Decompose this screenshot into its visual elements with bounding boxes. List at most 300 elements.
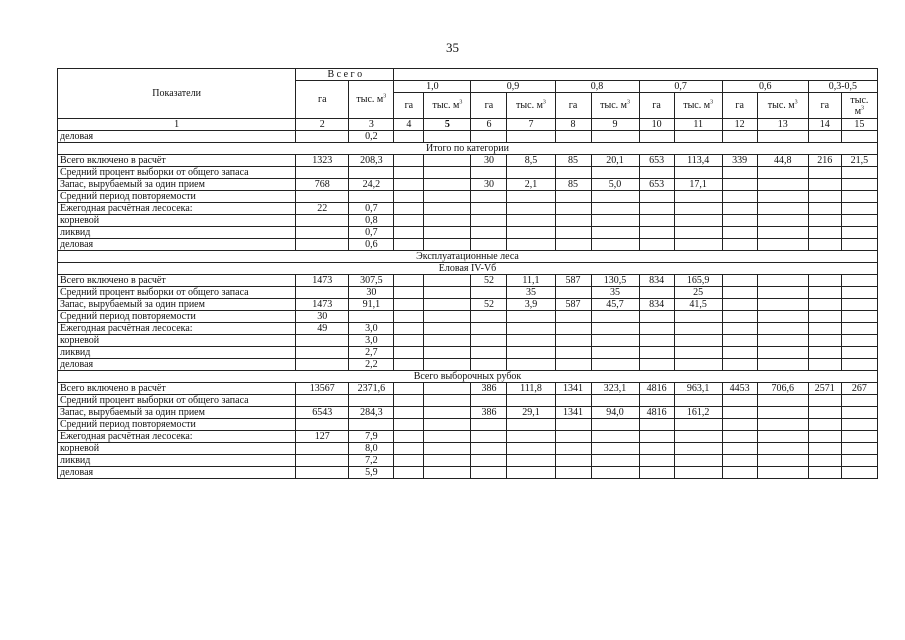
table-cell — [808, 227, 841, 239]
table-cell — [424, 359, 471, 371]
table-cell — [424, 419, 471, 431]
table-cell — [555, 455, 591, 467]
table-cell: 25 — [674, 287, 722, 299]
section-title-row — [58, 371, 878, 383]
table-cell — [757, 131, 808, 143]
table-row — [58, 359, 878, 371]
table-cell — [394, 287, 424, 299]
row-label: Ежегодная расчётная лесосека: — [58, 431, 296, 443]
row-label: Всего включено в расчёт — [58, 155, 296, 167]
table-cell — [296, 215, 349, 227]
table-cell: 22 — [296, 203, 349, 215]
table-cell — [507, 419, 555, 431]
table-cell — [841, 323, 877, 335]
table-cell — [507, 335, 555, 347]
table-cell — [722, 131, 757, 143]
table-cell — [722, 347, 757, 359]
table-cell — [507, 431, 555, 443]
section-title-row — [58, 263, 878, 275]
table-cell — [757, 455, 808, 467]
table-cell — [591, 239, 639, 251]
table-cell: 161,2 — [674, 407, 722, 419]
volume-subheader: тыс. $м^3$ — [507, 93, 555, 119]
table-cell — [471, 131, 507, 143]
table-cell — [639, 287, 674, 299]
ha-subheader: га — [808, 93, 841, 119]
group-header: 0,3-0,5 — [808, 81, 877, 93]
table-cell — [424, 215, 471, 227]
table-cell — [722, 407, 757, 419]
table-cell — [555, 431, 591, 443]
table-row — [58, 335, 878, 347]
row-label: Запас, вырубаемый за один прием — [58, 299, 296, 311]
table-cell — [424, 239, 471, 251]
row-label: Всего включено в расчёт — [58, 383, 296, 395]
table-header — [58, 69, 878, 131]
table-cell: 35 — [507, 287, 555, 299]
table-cell — [424, 347, 471, 359]
table-cell — [808, 311, 841, 323]
row-label: деловая — [58, 239, 296, 251]
table-cell: 8,0 — [349, 443, 394, 455]
ha-subheader: га — [722, 93, 757, 119]
column-number: 7 — [507, 119, 555, 131]
group-header: 0,6 — [722, 81, 808, 93]
table-cell — [722, 191, 757, 203]
table-cell — [639, 323, 674, 335]
table-cell — [394, 407, 424, 419]
table-cell: 21,5 — [841, 155, 877, 167]
table-cell — [639, 203, 674, 215]
table-cell — [471, 443, 507, 455]
table-cell — [591, 395, 639, 407]
table-cell — [394, 419, 424, 431]
table-cell — [757, 227, 808, 239]
ha-subheader: га — [471, 93, 507, 119]
table-cell: 653 — [639, 179, 674, 191]
table-cell — [841, 227, 877, 239]
table-cell — [507, 311, 555, 323]
table-cell: 307,5 — [349, 275, 394, 287]
column-number: 12 — [722, 119, 757, 131]
table-cell — [757, 395, 808, 407]
table-cell — [639, 467, 674, 479]
table-cell: 323,1 — [591, 383, 639, 395]
table-cell — [841, 191, 877, 203]
table-cell — [296, 419, 349, 431]
row-label: Средний период повторяемости — [58, 311, 296, 323]
table-cell — [639, 431, 674, 443]
table-cell — [424, 131, 471, 143]
table-cell — [471, 323, 507, 335]
table-cell — [757, 179, 808, 191]
table-cell: 8,5 — [507, 155, 555, 167]
table-cell — [722, 455, 757, 467]
allowable-cut-table — [57, 68, 878, 479]
table-cell: 52 — [471, 275, 507, 287]
row-label: ликвид — [58, 455, 296, 467]
column-number: 6 — [471, 119, 507, 131]
table-row — [58, 395, 878, 407]
table-cell — [507, 359, 555, 371]
table-cell — [591, 203, 639, 215]
table-cell — [808, 455, 841, 467]
table-cell: 5,0 — [591, 179, 639, 191]
table-cell: 165,9 — [674, 275, 722, 287]
table-cell — [722, 443, 757, 455]
table-cell: 0,7 — [349, 203, 394, 215]
table-row — [58, 407, 878, 419]
page-number: 35 — [446, 40, 459, 55]
table-cell — [674, 227, 722, 239]
table-cell: 20,1 — [591, 155, 639, 167]
table-cell — [674, 311, 722, 323]
table-cell — [394, 215, 424, 227]
table-cell — [639, 395, 674, 407]
table-row — [58, 455, 878, 467]
column-number: 3 — [349, 119, 394, 131]
row-label: Запас, вырубаемый за один прием — [58, 179, 296, 191]
group-header: 0,9 — [471, 81, 555, 93]
table-cell: 1473 — [296, 299, 349, 311]
table-cell — [722, 395, 757, 407]
table-cell — [841, 131, 877, 143]
table-cell — [757, 215, 808, 227]
table-cell: 7,2 — [349, 455, 394, 467]
table-cell — [639, 167, 674, 179]
table-cell: 2,2 — [349, 359, 394, 371]
column-number: 1 — [58, 119, 296, 131]
table-cell — [471, 167, 507, 179]
volume-subheader: тыс. $м^3$ — [424, 93, 471, 119]
table-cell — [757, 191, 808, 203]
table-cell — [394, 443, 424, 455]
table-cell — [507, 347, 555, 359]
table-cell: 41,5 — [674, 299, 722, 311]
table-body — [58, 131, 878, 479]
table-cell — [349, 167, 394, 179]
table-cell: 44,8 — [757, 155, 808, 167]
table-cell: 216 — [808, 155, 841, 167]
table-cell — [722, 203, 757, 215]
table-cell: 45,7 — [591, 299, 639, 311]
row-label: ликвид — [58, 347, 296, 359]
table-cell — [722, 359, 757, 371]
table-cell: 113,4 — [674, 155, 722, 167]
table-cell: 130,5 — [591, 275, 639, 287]
row-label: Средний процент выборки от общего запаса — [58, 167, 296, 179]
table-cell: 267 — [841, 383, 877, 395]
table-cell — [394, 227, 424, 239]
column-number: 13 — [757, 119, 808, 131]
table-cell — [394, 323, 424, 335]
table-cell — [757, 407, 808, 419]
table-cell — [424, 335, 471, 347]
table-cell — [722, 239, 757, 251]
table-cell — [296, 167, 349, 179]
row-label: Средний период повторяемости — [58, 419, 296, 431]
table-cell — [808, 287, 841, 299]
table-cell — [349, 311, 394, 323]
table-cell — [841, 455, 877, 467]
table-cell — [555, 419, 591, 431]
table-row — [58, 131, 878, 143]
table-cell — [471, 467, 507, 479]
table-cell — [424, 407, 471, 419]
table-cell — [841, 275, 877, 287]
table-cell — [394, 191, 424, 203]
table-cell — [555, 359, 591, 371]
table-row — [58, 383, 878, 395]
table-cell — [757, 275, 808, 287]
table-cell — [808, 443, 841, 455]
table-cell — [591, 347, 639, 359]
table-cell: 30 — [471, 179, 507, 191]
table-cell: 3,9 — [507, 299, 555, 311]
table-cell — [394, 203, 424, 215]
table-cell — [591, 419, 639, 431]
table-cell — [424, 275, 471, 287]
table-cell: 768 — [296, 179, 349, 191]
table-cell — [394, 335, 424, 347]
table-cell — [757, 167, 808, 179]
table-cell — [591, 359, 639, 371]
table-row — [58, 155, 878, 167]
table-cell — [555, 131, 591, 143]
row-label: корневой — [58, 335, 296, 347]
table-cell — [674, 239, 722, 251]
table-cell — [555, 287, 591, 299]
table-cell — [424, 167, 471, 179]
table-cell — [507, 395, 555, 407]
table-cell — [507, 131, 555, 143]
table-cell — [394, 467, 424, 479]
table-cell — [639, 347, 674, 359]
table-cell — [841, 443, 877, 455]
table-cell: 1341 — [555, 383, 591, 395]
table-cell: 85 — [555, 179, 591, 191]
table-cell — [674, 467, 722, 479]
table-cell — [296, 455, 349, 467]
table-cell — [424, 227, 471, 239]
table-cell — [722, 167, 757, 179]
table-cell: 17,1 — [674, 179, 722, 191]
table-cell — [471, 347, 507, 359]
table-cell — [507, 467, 555, 479]
table-row — [58, 287, 878, 299]
volume-subheader: тыс. $м^3$ — [674, 93, 722, 119]
table-cell — [757, 311, 808, 323]
table-cell: 85 — [555, 155, 591, 167]
column-number: 11 — [674, 119, 722, 131]
table-cell — [296, 239, 349, 251]
table-cell — [296, 347, 349, 359]
table-cell — [349, 395, 394, 407]
table-cell — [639, 443, 674, 455]
table-cell — [841, 335, 877, 347]
table-cell — [841, 347, 877, 359]
table-cell — [471, 215, 507, 227]
table-cell — [757, 239, 808, 251]
table-cell — [591, 455, 639, 467]
table-cell: 706,6 — [757, 383, 808, 395]
table-cell: 7,9 — [349, 431, 394, 443]
table-cell — [296, 227, 349, 239]
row-label: Средний процент выборки от общего запаса — [58, 287, 296, 299]
table-cell: 1341 — [555, 407, 591, 419]
table-cell — [296, 131, 349, 143]
table-row — [58, 239, 878, 251]
table-cell — [674, 191, 722, 203]
table-cell — [757, 335, 808, 347]
ha-subheader: га — [555, 93, 591, 119]
table-row — [58, 179, 878, 191]
table-cell: 111,8 — [507, 383, 555, 395]
table-cell: 4816 — [639, 383, 674, 395]
table-cell — [841, 395, 877, 407]
section-title-row — [58, 251, 878, 263]
table-cell — [555, 311, 591, 323]
table-cell — [841, 179, 877, 191]
table-cell — [591, 467, 639, 479]
table-cell: 0,6 — [349, 239, 394, 251]
table-cell — [424, 467, 471, 479]
table-cell: 49 — [296, 323, 349, 335]
table-cell — [841, 431, 877, 443]
table-cell — [591, 335, 639, 347]
column-number: 2 — [296, 119, 349, 131]
table-cell — [591, 323, 639, 335]
table-cell: 284,3 — [349, 407, 394, 419]
table-cell — [555, 167, 591, 179]
table-cell — [424, 287, 471, 299]
table-row — [58, 203, 878, 215]
table-cell — [296, 395, 349, 407]
table-cell — [394, 359, 424, 371]
table-cell — [424, 323, 471, 335]
table-cell: 587 — [555, 275, 591, 287]
table-cell — [757, 359, 808, 371]
table-cell — [722, 419, 757, 431]
table-cell — [674, 323, 722, 335]
table-cell — [757, 203, 808, 215]
table-cell: 0,2 — [349, 131, 394, 143]
column-number: 9 — [591, 119, 639, 131]
row-label: Средний период повторяемости — [58, 191, 296, 203]
table-cell — [394, 347, 424, 359]
section-title: Эксплуатационные леса — [58, 251, 878, 263]
table-cell — [841, 299, 877, 311]
table-cell — [674, 431, 722, 443]
table-row — [58, 467, 878, 479]
table-cell — [757, 323, 808, 335]
table-cell — [841, 167, 877, 179]
table-cell: 386 — [471, 383, 507, 395]
table-cell — [722, 227, 757, 239]
table-cell — [471, 335, 507, 347]
table-cell — [841, 287, 877, 299]
row-label: Запас, вырубаемый за один прием — [58, 407, 296, 419]
table-cell — [555, 467, 591, 479]
table-cell — [507, 191, 555, 203]
table-cell — [841, 311, 877, 323]
table-cell: 0,8 — [349, 215, 394, 227]
table-cell — [808, 347, 841, 359]
volume-subheader: тыс. $м^3$ — [591, 93, 639, 119]
table-cell — [471, 395, 507, 407]
table-cell: 6543 — [296, 407, 349, 419]
table-cell — [555, 215, 591, 227]
table-cell — [808, 239, 841, 251]
table-cell — [555, 335, 591, 347]
table-cell — [674, 455, 722, 467]
column-number: 5 — [424, 119, 471, 131]
table-cell — [424, 299, 471, 311]
table-cell — [424, 179, 471, 191]
table-cell — [591, 443, 639, 455]
table-cell: 3,0 — [349, 335, 394, 347]
table-cell — [555, 347, 591, 359]
indicators-header: Показатели — [58, 69, 296, 119]
group-header: 0,7 — [639, 81, 722, 93]
table-cell — [424, 191, 471, 203]
table-cell — [639, 227, 674, 239]
table-cell — [507, 215, 555, 227]
table-cell — [841, 239, 877, 251]
table-cell — [841, 203, 877, 215]
table-cell — [394, 167, 424, 179]
table-cell — [808, 431, 841, 443]
ha-subheader: га — [394, 93, 424, 119]
row-label: корневой — [58, 215, 296, 227]
table-cell — [471, 239, 507, 251]
row-label: Ежегодная расчётная лесосека: — [58, 323, 296, 335]
table-cell — [757, 287, 808, 299]
total-header: В с е г о — [296, 69, 394, 81]
ha-subheader: га — [639, 93, 674, 119]
table-cell — [591, 227, 639, 239]
table-row — [58, 311, 878, 323]
table-cell — [394, 299, 424, 311]
table-cell — [841, 467, 877, 479]
table-cell — [394, 275, 424, 287]
table-row — [58, 443, 878, 455]
table-row — [58, 275, 878, 287]
table-row — [58, 299, 878, 311]
table-cell — [296, 443, 349, 455]
table-cell — [757, 299, 808, 311]
table-cell — [808, 359, 841, 371]
table-cell — [471, 203, 507, 215]
table-cell — [507, 167, 555, 179]
header-spacer — [394, 69, 878, 81]
table-cell — [471, 455, 507, 467]
table-cell — [296, 287, 349, 299]
table-cell — [591, 131, 639, 143]
table-cell — [424, 443, 471, 455]
table-cell: 5,9 — [349, 467, 394, 479]
table-cell: 587 — [555, 299, 591, 311]
column-number: 8 — [555, 119, 591, 131]
table-cell — [841, 419, 877, 431]
table-cell — [639, 359, 674, 371]
table-cell — [296, 335, 349, 347]
table-row — [58, 323, 878, 335]
column-number: 15 — [841, 119, 877, 131]
section-title: Итого по категории — [58, 143, 878, 155]
table-row — [58, 167, 878, 179]
table-cell — [507, 227, 555, 239]
